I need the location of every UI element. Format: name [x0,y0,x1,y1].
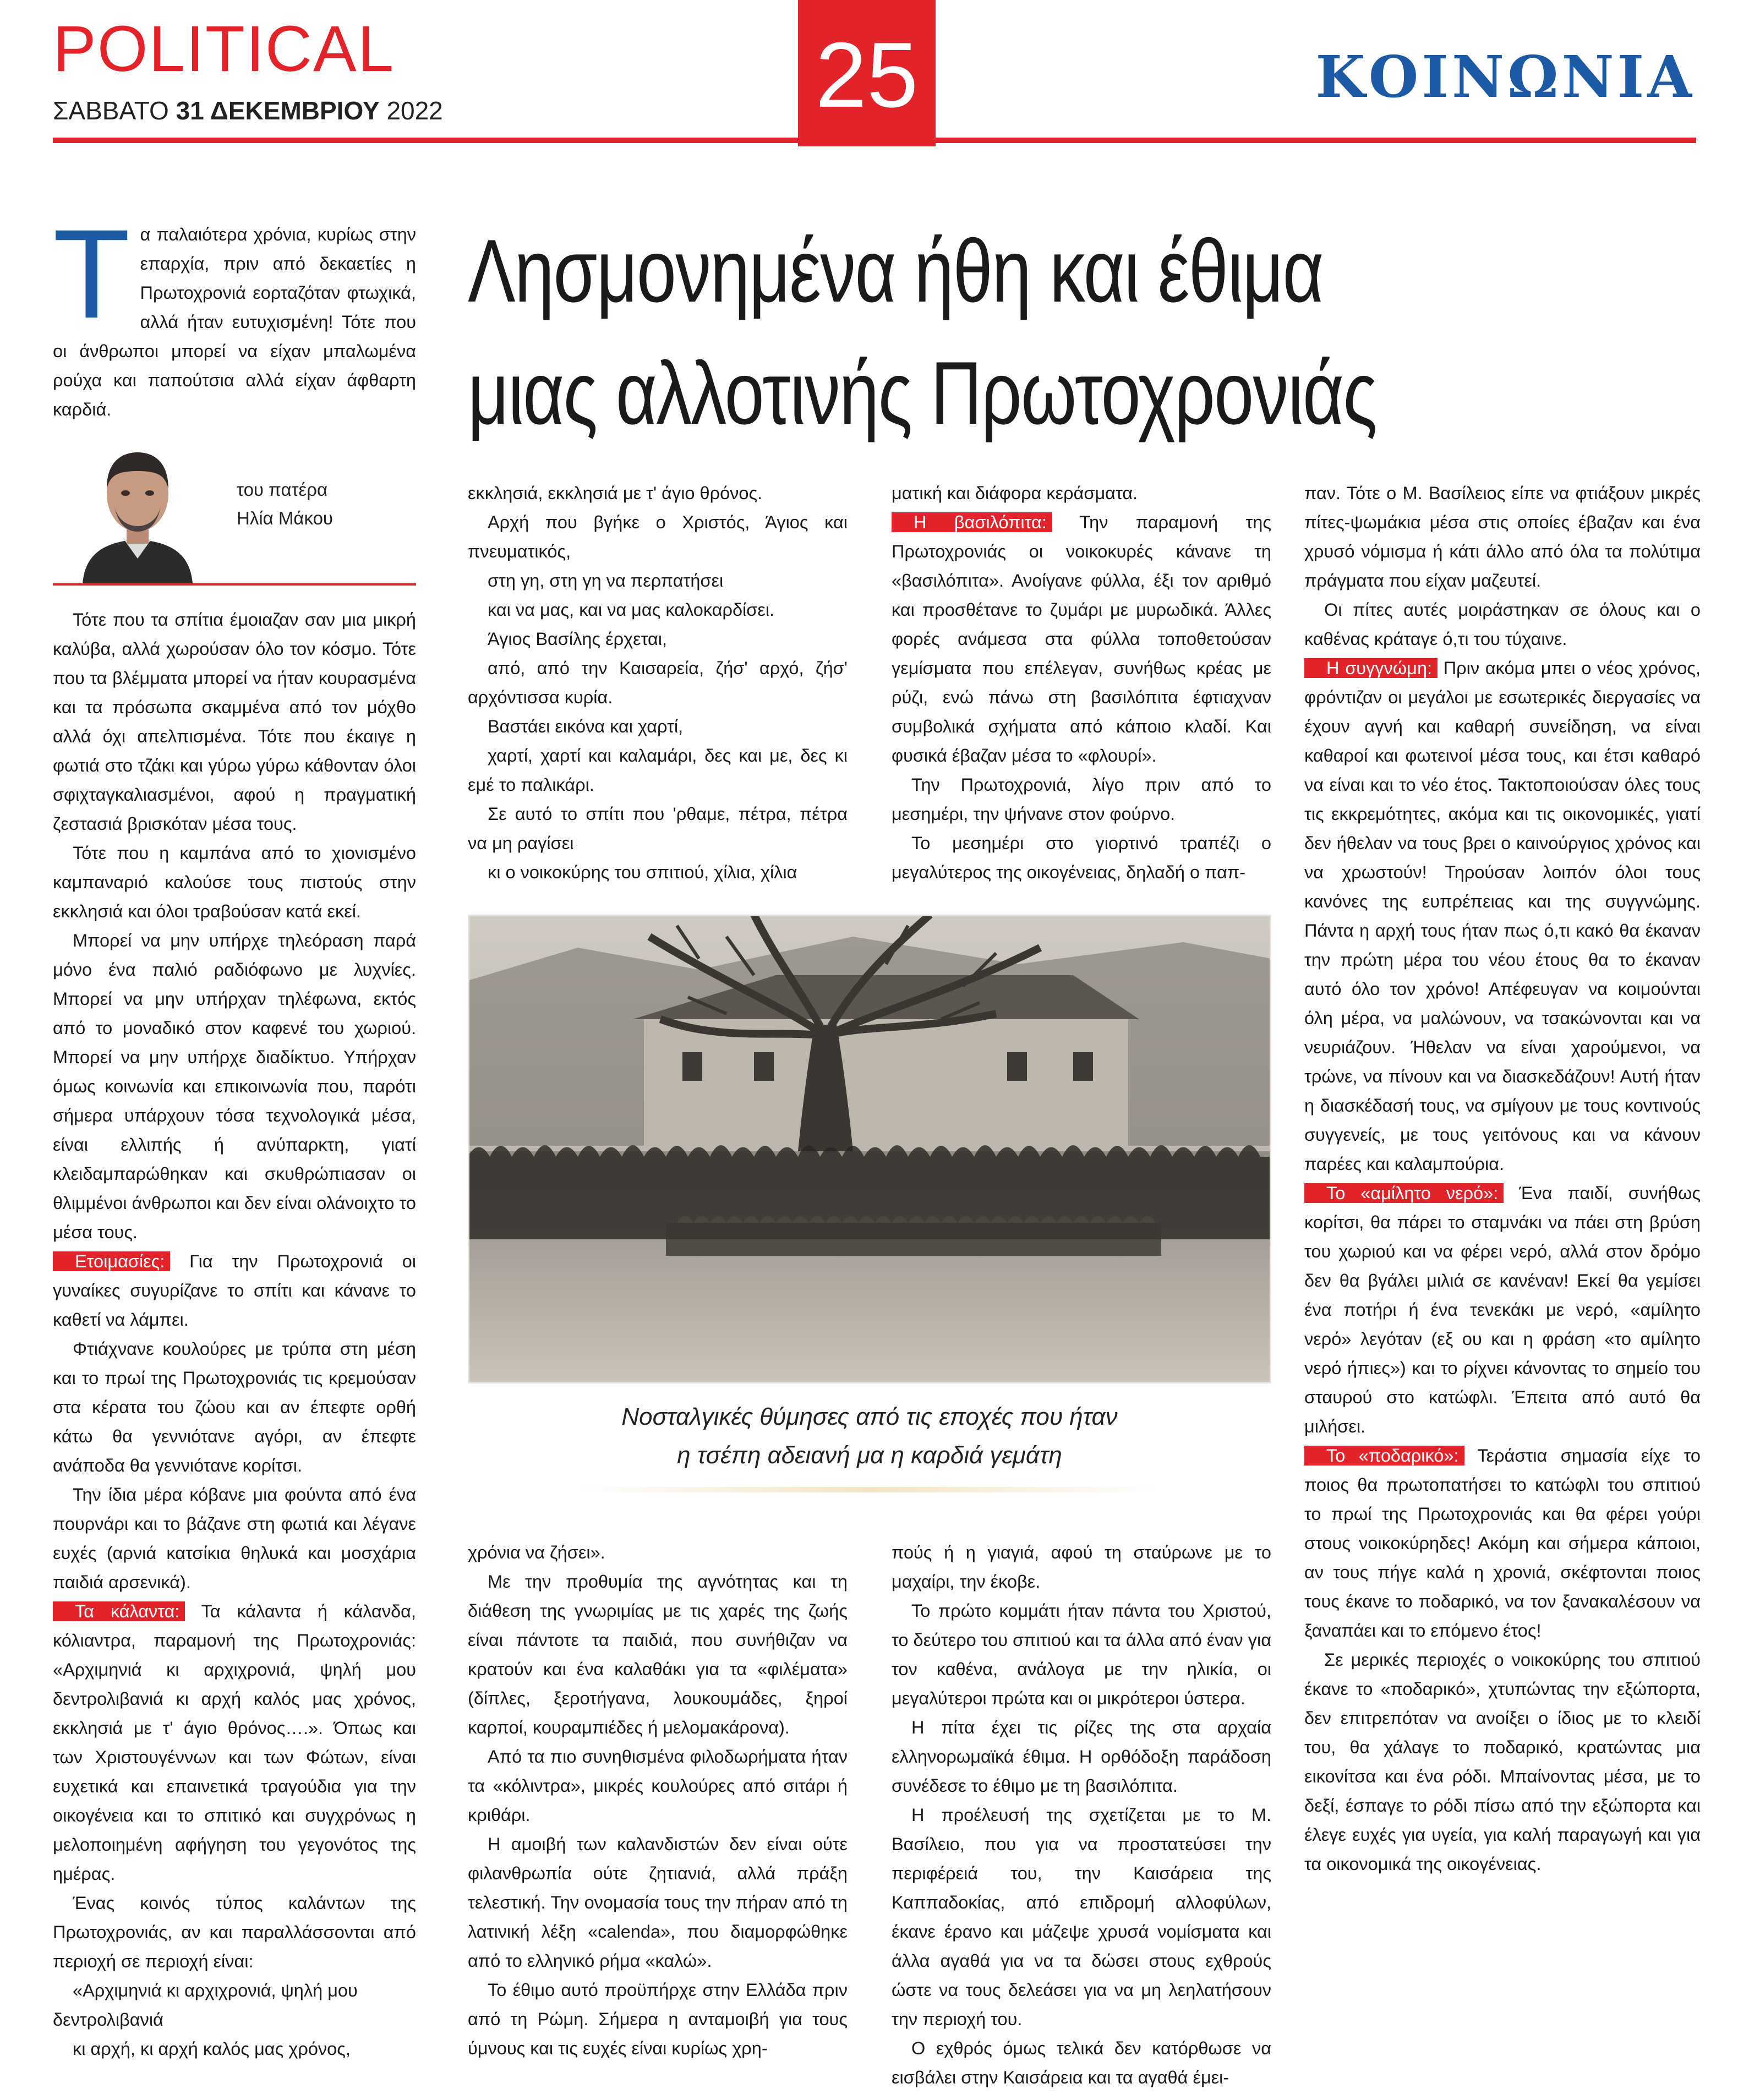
paragraph: Το μεσημέρι στο γιορτινό τραπέζι ο μεγαλύτερος της οικογένειας, δηλαδή ο παπ- [892,833,1271,882]
article-column-2-top [468,479,848,887]
headline-line-1: Λησμονημένα ήθη και έθιμα [468,221,1323,321]
carol-line: Βαστάει εικόνα και χαρτί, [488,717,684,736]
date-day: ΣΑΒΒΑΤΟ [53,96,169,125]
issue-date [53,98,443,123]
subhead-tag: Το «ποδαρικό»: [1304,1446,1464,1465]
carol-line: κι ο νοικοκύρης του σπιτιού, χίλια, χίλια [488,862,797,882]
caption-line-1: Νοσταλγικές θύμησες από τις εποχές που ήταν [621,1403,1118,1430]
carol-line: Αρχή που βγήκε ο Χριστός, Άγιος και πνευματικός, [468,512,848,561]
author-name: Ηλία Μάκου [237,508,333,528]
article-column-3-bottom [892,1538,1271,2092]
caption-decoration [578,1487,1161,1492]
article-column-4 [1304,479,1701,1879]
paragraph-text: Τα κάλαντα ή κάλανδα, κόλιαντρα, παραμονή της Πρωτοχρονιάς: «Αρχιμηνιά κι αρχιχρονιά, ψηλή μου δεντρολιβανιά κι αρχή καλός μας χρόνος, εκκλησιά με τ' άγιο θρόνος….». Όπως και των Χριστουγέννων και των Φώτων, είναι ευχετικά και επαινετικά τραγούδια για την οικογένεια και το σπιτικό και συγχρόνως η μελοποιημένη αφήγηση του γεγονότος της ημέρας. [53,1601,416,1884]
subhead-tag: Ετοιμασίες: [53,1251,170,1271]
paragraph: Οι πίτες αυτές μοιράστηκαν σε όλους και ο καθένας κράταγε ό,τι του τύχαινε. [1304,600,1701,649]
section-title: ΚΟΙΝΩΝΙΑ [1315,43,1695,111]
paragraph: Από τα πιο συνηθισμένα φιλοδωρήματα ήταν τα «κόλιντρα», μικρές κουλούρες από σιτάρι ή κριθάρι. [468,1747,848,1825]
paragraph: Τότε που τα σπίτια έμοιαζαν σαν μια μικρή καλύβα, αλλά χωρούσαν όλο τον κόσμο. Τότε που τα βλέμματα μπορεί να ήταν κουρασμένα και τα πρόσωπα σκαμμένα από τον μόχθο αλλά όχι απελπισμένα. Τότε που έκαιγε η φωτιά στο τζάκι και γύρω γύρω κάθονταν όλοι σφιχταγκαλιασμένοι, αφού η πραγματική ζεστασιά βρισκόταν μέσα τους. [53,610,416,834]
paragraph: Φτιάχνανε κουλούρες με τρύπα στη μέση και το πρωί της Πρωτοχρονιάς τις κρεμούσαν στα κέρατα του ζώου και αν έπεφτε ορθή κάτω θα γεννιότανε αγόρι, αν έπεφτε ανάποδα θα γεννιότανε κορίτσι. [53,1339,416,1475]
subhead-tag: Το «αμίλητο νερό»: [1304,1183,1504,1203]
date-main: 31 ΔΕΚΕΜΒΡΙΟΥ [176,96,380,125]
page-number: 25 [815,23,919,127]
vintage-village-group-photo [468,915,1271,1383]
drop-cap: Τ [53,203,130,344]
author-divider [53,583,416,586]
date-year: 2022 [386,96,443,125]
author-portrait [72,429,204,583]
brand-name: POLITICAL [53,13,395,85]
paragraph: χρόνια να ζήσει». [468,1543,605,1562]
article-column-1 [53,605,416,2064]
paragraph: Με την προθυμία της αγνότητας και τη διάθεση της γνωριμίας με τις χαρές της ζωής είναι πάντοτε τα παιδιά, που συνήθιζαν να κρατούν και ένα καλαθάκι για τα «φιλέματα» (δίπλες, ξεροτήγανα, λουκουμάδες, ξηροί καρποί, κουραμπιέδες ή μελομακάρονα). [468,1572,848,1737]
headline-line-2: μιας αλλοτινής Πρωτοχρονιάς [468,343,1377,443]
paragraph: Το έθιμο αυτό προϋπήρχε στην Ελλάδα πριν από τη Ρώμη. Σήμερα η ανταμοιβή για τους ύμνους και τις ευχές είναι κυρίως χρη- [468,1980,848,2058]
paragraph: Ο εχθρός όμως τελικά δεν κατόρθωσε να εισβάλει στην Καισάρεια και τα αγαθά έμει- [892,2038,1271,2087]
paragraph: Την ίδια μέρα κόβανε μια φούντα από ένα πουρνάρι και το βάζανε στη φωτιά και λέγανε ευχές (αρνιά κατσίκια θηλυκά και μοσχάρια παιδιά αρσενικά). [53,1485,416,1592]
paragraph: Μπορεί να μην υπήρχε τηλεόραση παρά μόνο ένα παλιό ραδιόφωνο με λυχνίες. Μπορεί να μην υπήρχαν τηλέφωνα, εκτός από το μοναδικό στον καφενέ του χωριού. Μπορεί να μην υπήρχε διαδίκτυο. Υπήρχαν όμως κοινωνία και επικοινωνία που, παρότι σήμερα υπάρχουν τόσα τεχνολογικά μέσα, είναι ελλιπής ή ανύπαρκτη, γιατί κλειδαμπαρώθηκαν και σκυθρώπιασαν οι θλιμμένοι άνθρωποι και δεν είναι ολάνοιχτο το μέσα τους. [53,931,416,1242]
paragraph: Το πρώτο κομμάτι ήταν πάντα του Χριστού, το δεύτερο του σπιτιού και τα άλλα από έναν για τον καθένα, ανάλογα με την ηλικία, οι μεγαλύτεροι πρώτα και οι μικρότεροι ύστερα. [892,1601,1271,1708]
carol-line: και να μας, και να μας καλοκαρδίσει. [488,600,775,620]
carol-line: χαρτί, χαρτί και καλαμάρι, δες και με, δες κι εμέ το παλικάρι. [468,746,848,795]
carol-line: από, από την Καισαρεία, ζήσ' αρχό, ζήσ' αρχόντισσα κυρία. [468,658,848,707]
paragraph-with-tag [892,508,1271,770]
carol-line: στη γη, στη γη να περπατήσει [488,571,724,590]
carol-line: Σε αυτό το σπίτι που 'ρθαμε, πέτρα, πέτρα να μη ραγίσει [468,804,848,853]
paragraph-with-tag [53,1597,416,1889]
intro-text: α παλαιότερα χρόνια, κυρίως στην επαρχία, πριν από δεκαετίες η Πρωτοχρονιά εορταζόταν φτωχικά, αλλά ήταν ευτυχισμένη! Τότε που οι άνθρωποι μπορεί να είχαν μπαλωμένα ρούχα και παπούτσια αλλά είχαν άφθαρτη καρδιά. [53,225,416,419]
paragraph: ματική και διάφορα κεράσματα. [892,483,1138,503]
paragraph-text: Πριν ακόμα μπει ο νέος χρόνος, φρόντιζαν οι μεγάλοι με εσωτερικές διεργασίες να έχουν αγνή και καθαρή συνείδηση, να είναι καθαροί και φωτεινοί μέσα τους, και έτσι καθαρό να είναι και το νέο έτος. Τακτοποιούσαν όλες τους τις εκκρεμότητες, ακόμα και τις οικονομικές, γιατί δεν ήθελαν να τους βρει ο καινούργιος χρόνος και να χρωστούν! Τηρούσαν λοιπόν όλοι τους κανόνες της ευπρέπειας και της συγγνώμης. Πάντα η αρχή τους ήταν πως ό,τι κακό θα έκαναν την πρώτη μέρα του νέου έτους θα το έκαναν αυτό όλο τον χρόνο! Απέφευγαν να κοιμούνται όλη μέρα, να μαλώνουν, να τσακώνονται και να νευριάζουν. Ήθελαν να είναι χαρούμενοι, να τρώνε, να πίνουν και να διασκεδάζουν! Αυτή ήταν η διασκέδασή τους, να σμίγουν με τους κοντινούς συγγενείς, με τους γειτόνους και να κάνουν παρέες και καλαμπούρια. [1304,658,1701,1174]
paragraph: Η αμοιβή των καλανδιστών δεν είναι ούτε φιλανθρωπία ούτε ζητιανιά, αλλά πράξη τελεστική. Την ονομασία τους την πήραν από τη λατινική λέξη «calenda», που διαμορφώθηκε από το ελληνικό ρήμα «καλώ». [468,1834,848,1971]
paragraph: Ένας κοινός τύπος καλάντων της Πρωτοχρονιάς, αν και παραλλάσσονται από περιοχή σε περιοχή είναι: [53,1893,416,1971]
paragraph: Η πίτα έχει τις ρίζες της στα αρχαία ελληνορωμαϊκά έθιμα. Η ορθόδοξη παράδοση συνέδεσε το έθιμο με τη βασιλόπιτα. [892,1718,1271,1796]
paragraph-text: Τεράστια σημασία είχε το ποιος θα πρωτοπατήσει το κατώφλι του σπιτιού το πρωί της Πρωτοχρονιάς και θα φέρει γούρι στους νοικοκύρηδες! Ακόμη και σήμερα κάποιοι, αν τους πήγε καλά η χρονιά, σκέφτονται ποιος τους έκανε το ποδαρικό, να τον ξανακαλέσουν να ξαναπάει και το επόμενο έτος! [1304,1446,1701,1640]
paragraph-text: Για την Πρωτοχρονιά οι γυναίκες συγυρίζανε το σπίτι και κάνανε το καθετί να λάμπει. [53,1251,416,1330]
paragraph: παν. Τότε ο Μ. Βασίλειος είπε να φτιάξουν μικρές πίτες-ψωμάκια μέσα στις οποίες έβαζαν και ένα χρυσό νόμισμα ή κάτι άλλο από όλα τα πολύτιμα πράγματα που είχαν μαζευτεί. [1304,483,1701,590]
article-column-3-top [892,479,1271,887]
paragraph-text: Ένα παιδί, συνήθως κορίτσι, θα πάρει το σταμνάκι να πάει στη βρύση του χωριού και να φέρει νερό, αλλά στον δρόμο δεν θα βγάλει μιλιά σε κανέναν! Εκεί θα γεμίσει ένα ποτήρι ή ένα τενεκάκι με νερό, «αμίλητο νερό» λεγόταν (εξ ου και η φράση «το αμίλητο νερό ήπιες») και το ρίχνει κάνοντας το σημείο του σταυρού στο κατώφλι. Έπειτα από αυτό θα μιλήσει. [1304,1183,1701,1436]
paragraph: Τότε που η καμπάνα από το χιονισμένο καμπαναριό καλούσε τους πιστούς στην εκκλησιά και όλοι τραβούσαν κατά εκεί. [53,843,416,921]
subhead-tag: Η συγγνώμη: [1304,658,1438,678]
carol-line: εκκλησιά, εκκλησιά με τ' άγιο θρόνος. [468,483,763,503]
article-column-2-bottom [468,1538,848,2063]
carol-line: Άγιος Βασίλης έρχεται, [488,629,668,649]
subhead-tag: Τα κάλαντα: [53,1601,185,1621]
article-intro [53,203,416,424]
paragraph: «Αρχιμηνιά κι αρχιχρονιά, ψηλή μου δεντρολιβανιά [53,1981,358,2030]
author-byline [237,475,333,533]
paragraph-with-tag [1304,1179,1701,1441]
paragraph-text: Την παραμονή της Πρωτοχρονιάς οι νοικοκυρές κάνανε τη «βασιλόπιτα». Ανοίγανε φύλλα, έξι τον αριθμό και προσθέτανε το ζυμάρι με μυρωδικά. Άλλες φορές ανάμεσα στα φύλλα τοποθετούσαν γεμίσματα που επέλεγαν, συνήθως κρέας με ρύζι, ενώ πάνω στη βασιλόπιτα έφτιαχναν συμβολικά σχήματα από κάποιο κλαδί. Και φυσικά έβαζαν μέσα το «φλουρί». [892,512,1272,765]
paragraph: Σε μερικές περιοχές ο νοικοκύρης του σπιτιού έκανε το «ποδαρικό», χτυπώντας την εξώπορτα, δεν επιτρεπόταν να ανοίξει ο ίδιος με το κλειδί του, θα χάλαγε το ποδαρικό, κρατώντας μια εικονίτσα και ένα ρόδι. Μπαίνοντας μέσα, με το δεξί, έσπαγε το ρόδι πίσω από την εξώπορτα και έλεγε ευχές για υγεία, για καλή παραγωγή και για τα οικονομικά της οικογένειας. [1304,1650,1701,1874]
paragraph: κι αρχή, κι αρχή καλός μας χρόνος, [73,2039,351,2059]
paragraph-with-tag [1304,1441,1701,1645]
subhead-tag: Η βασιλόπιτα: [892,512,1052,532]
author-prefix: του πατέρα [237,479,328,500]
paragraph: Η προέλευσή της σχετίζεται με το Μ. Βασίλειο, που για να προστατεύσει την περιφέρειά του, την Καισάρεια της Καππαδοκίας, από επιδρομή αλλοφύλων, έκανε έρανο και μάζεψε χρυσά νομίσματα και άλλα αγαθά για να τα δώσει στους εχθρούς ώστε να τους δελεάσει για να μη λεηλατήσουν την περιοχή του. [892,1805,1271,2029]
paragraph-with-tag [1304,654,1701,1179]
paragraph: πούς ή η γιαγιά, αφού τη σταύρωνε με το μαχαίρι, την έκοβε. [892,1543,1271,1592]
paragraph: Την Πρωτοχρονιά, λίγο πριν από το μεσημέρι, την ψήνανε στον φούρνο. [892,775,1271,824]
photo-caption [468,1398,1271,1475]
caption-line-2: η τσέπη αδειανή μα η καρδιά γεμάτη [677,1442,1062,1469]
paragraph-with-tag [53,1247,416,1335]
